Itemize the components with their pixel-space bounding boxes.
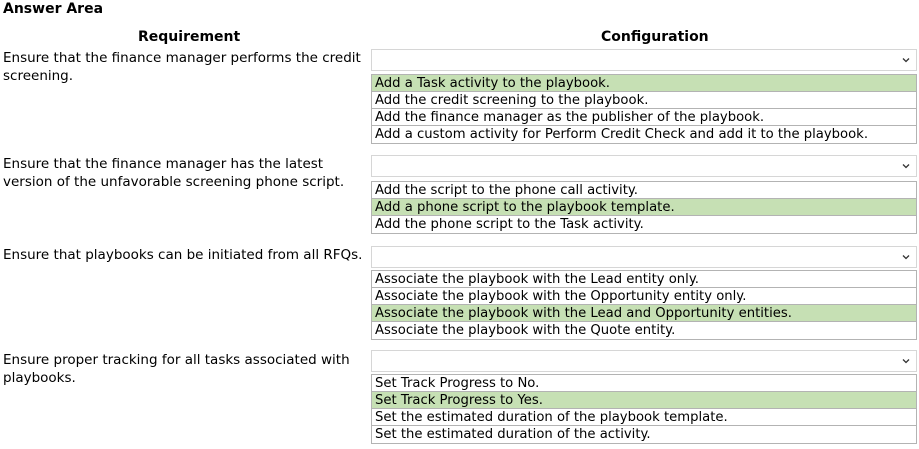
- requirement-text-3: Ensure that playbooks can be initiated from all RFQs.: [3, 247, 363, 263]
- option-3-4[interactable]: Associate the playbook with the Quote entity.: [375, 323, 676, 338]
- chevron-down-icon: [901, 55, 911, 65]
- configuration-dropdown-1[interactable]: [371, 49, 917, 71]
- option-4-3[interactable]: Set the estimated duration of the playbook template.: [372, 409, 916, 426]
- option-3-3[interactable]: Associate the playbook with the Lead and Opportunity entities.: [372, 305, 916, 322]
- configuration-dropdown-2[interactable]: [371, 155, 917, 177]
- option-4-4[interactable]: Set the estimated duration of the activity.: [375, 427, 651, 442]
- chevron-down-icon: [901, 252, 911, 262]
- option-1-3[interactable]: Add the finance manager as the publisher of the playbook.: [372, 109, 916, 126]
- option-3-1[interactable]: Associate the playbook with the Lead entity only.: [372, 271, 916, 288]
- option-2-1[interactable]: Add the script to the phone call activity.: [372, 182, 916, 199]
- option-2-2[interactable]: Add a phone script to the playbook template.: [372, 199, 916, 216]
- chevron-down-icon: [901, 161, 911, 171]
- option-list-4: [371, 374, 917, 444]
- chevron-down-icon: [901, 356, 911, 366]
- requirement-text-4: Ensure proper tracking for all tasks associated with playbooks.: [3, 352, 350, 386]
- requirement-column-header: Requirement: [138, 29, 241, 45]
- option-1-4[interactable]: Add a custom activity for Perform Credit Check and add it to the playbook.: [375, 127, 869, 142]
- requirement-text-2: Ensure that the finance manager has the latest version of the unfavorable screening phone script.: [3, 156, 345, 190]
- option-list-3: [371, 270, 917, 340]
- option-3-2[interactable]: Associate the playbook with the Opportunity entity only.: [372, 288, 916, 305]
- requirement-text-1: Ensure that the finance manager performs the credit screening.: [3, 50, 361, 84]
- configuration-dropdown-4[interactable]: [371, 350, 917, 372]
- option-4-2[interactable]: Set Track Progress to Yes.: [372, 392, 916, 409]
- configuration-column-header: Configuration: [601, 29, 709, 45]
- option-list-2: [371, 181, 917, 234]
- configuration-dropdown-3[interactable]: [371, 246, 917, 268]
- answer-area-title: Answer Area: [3, 1, 104, 17]
- option-2-3[interactable]: Add the phone script to the Task activity.: [375, 217, 644, 232]
- option-4-1[interactable]: Set Track Progress to No.: [372, 375, 916, 392]
- option-1-2[interactable]: Add the credit screening to the playbook.: [372, 92, 916, 109]
- option-list-1: [371, 74, 917, 144]
- option-1-1[interactable]: Add a Task activity to the playbook.: [372, 75, 916, 92]
